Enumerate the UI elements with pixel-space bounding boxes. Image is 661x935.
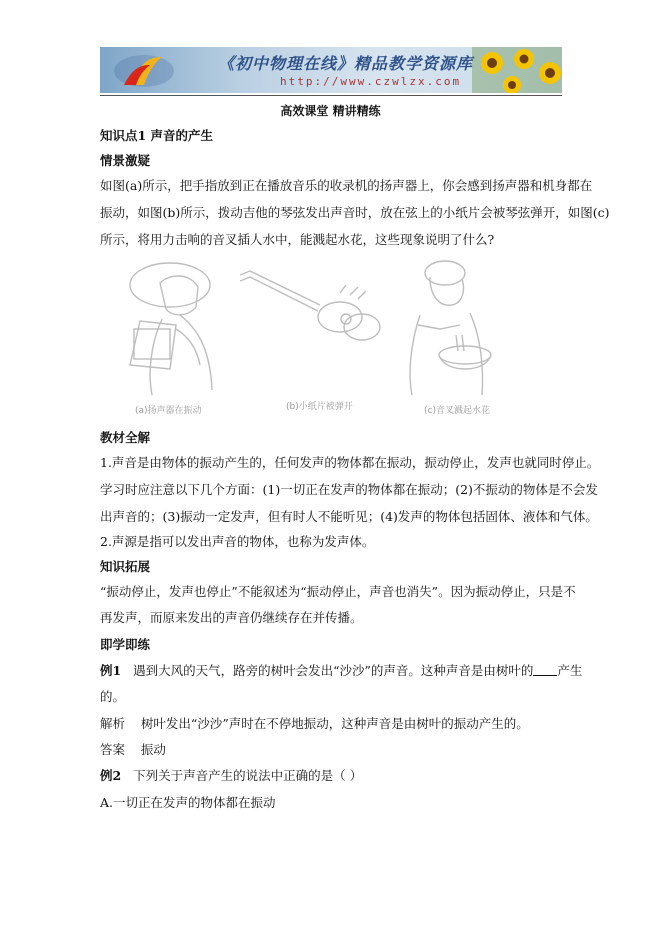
radio-person-drawing — [130, 263, 212, 395]
example-1-text-end: 产生 — [557, 663, 583, 678]
explain-line-2: 学习时应注意以下几个方面：(1)一切正在发声的物体都在振动；(2)不振动的物体是不会发 — [100, 482, 598, 497]
explain-line-1: 1.声音是由物体的振动产生的，任何发声的物体都在振动，振动停止，发声也就同时停止。 — [100, 455, 600, 470]
sunflower-decoration-icon — [472, 47, 562, 93]
extend-line-2: 再发声，而原来发出的声音仍继续存在并传播。 — [100, 610, 363, 625]
example-1-label: 例1 — [100, 663, 122, 678]
example-1-text: 遇到大风的天气，路旁的树叶会发出“沙沙”的声音。这种声音是由树叶的 — [133, 663, 534, 678]
guitar-drawing — [240, 271, 380, 340]
example-1-cont: 的。 — [100, 689, 126, 704]
page-title: 高效课堂 精讲精练 — [280, 104, 381, 118]
site-logo-icon — [110, 51, 180, 91]
example-2-text: 下列关于声音产生的说法中正确的是（ ） — [133, 768, 363, 783]
header-banner — [100, 47, 562, 93]
extend-line-1: “振动停止，发声也停止”不能叙述为“振动停止，声音也消失”。因为振动停止，只是不 — [100, 584, 576, 599]
scene-label: 情景激疑 — [100, 153, 151, 168]
header-rule — [100, 95, 562, 96]
example-2-label: 例2 — [100, 768, 122, 783]
scene-line-2: 振动，如图(b)所示，拨动吉他的琴弦发出声音时，放在弦上的小纸片会被琴弦弹开，如图(c) — [100, 205, 610, 220]
explain-label: 教材全解 — [100, 430, 151, 445]
tuning-fork-person-drawing — [410, 261, 491, 395]
sound-vibration-figure — [100, 255, 562, 423]
answer-text: 振动 — [140, 742, 166, 757]
analysis — [100, 716, 529, 732]
scene-line-1: 如图(a)所示，把手指放到正在播放音乐的收录机的扬声器上，你会感到扬声器和机身都在 — [100, 178, 593, 193]
section-heading: 知识点1 声音的产生 — [100, 128, 214, 143]
caption-b: (b)小纸片被弹开 — [286, 402, 353, 412]
example-1 — [100, 663, 582, 679]
option-a: A.一切正在发声的物体都在振动 — [100, 795, 276, 810]
explain-line-3: 出声音的；(3)振动一定发声，但有时人不能听见；(4)发声的物体包括固体、液体和气体。 — [100, 509, 598, 524]
scene-line-3: 所示，将用力击响的音叉插人水中，能溅起水花，这些现象说明了什么? — [100, 232, 495, 247]
example-2 — [100, 768, 362, 784]
answer — [100, 742, 166, 758]
analysis-text: 树叶发出“沙沙”声时在不停地振动，这种声音是由树叶的振动产生的。 — [140, 716, 529, 731]
analysis-label: 解析 — [100, 716, 126, 731]
banner-title: 《初中物理在线》精品教学资源库 — [218, 54, 474, 73]
caption-c: (c)音叉溅起水花 — [424, 406, 490, 416]
answer-label: 答案 — [100, 742, 126, 757]
caption-a: (a)扬声器在振动 — [135, 406, 202, 416]
extend-label: 知识拓展 — [100, 559, 151, 574]
practice-label: 即学即练 — [100, 637, 151, 652]
explain-line-4: 2.声源是指可以发出声音的物体，也称为发声体。 — [100, 534, 375, 549]
answer-blank[interactable] — [533, 663, 557, 676]
banner-url[interactable]: http://www.czwlzx.com — [280, 75, 462, 88]
